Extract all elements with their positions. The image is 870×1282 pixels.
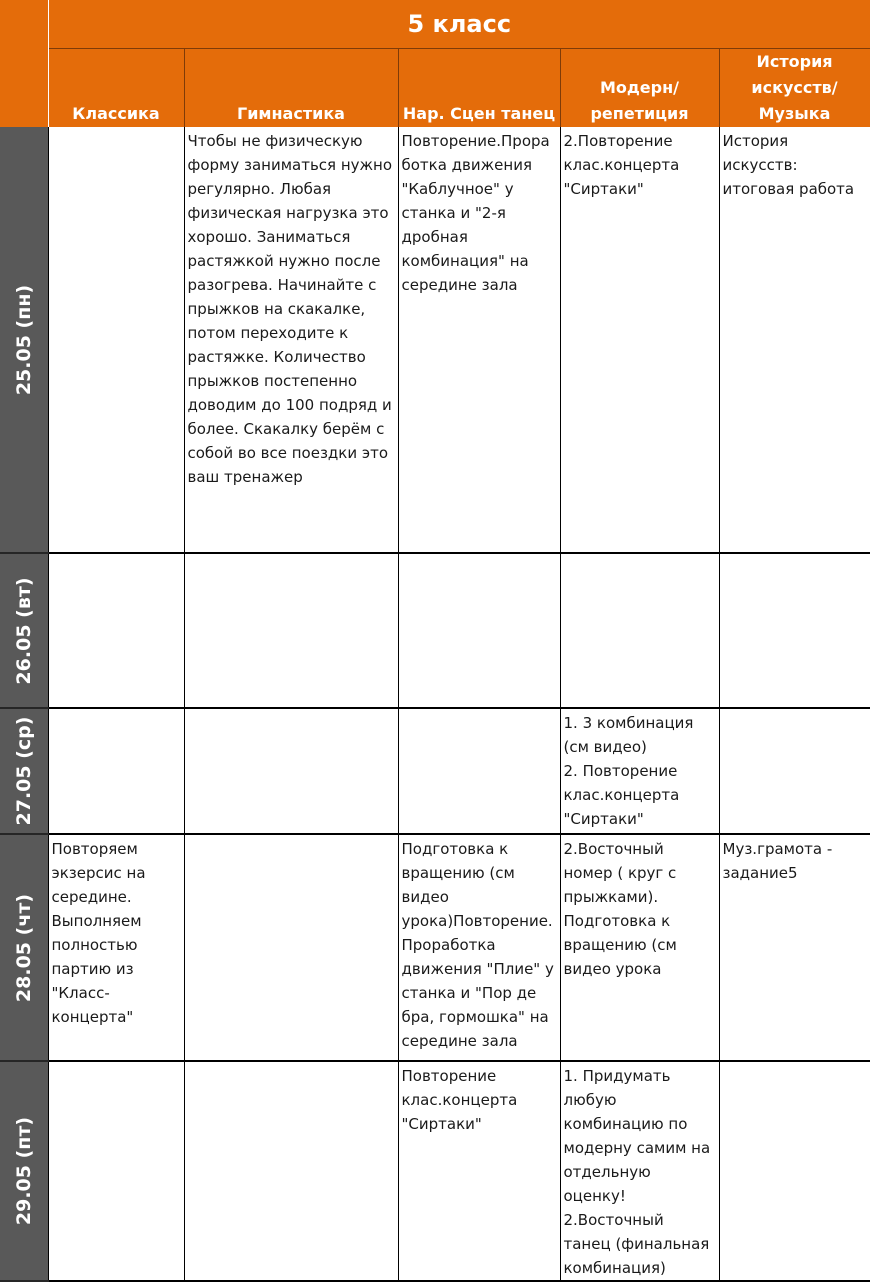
page-title: 5 класс [48,0,870,49]
day-label [0,834,48,1061]
column-header-label: Нар. Сцен танец [402,104,556,123]
table-cell: 1. Придумать любую комбинацию по модерну самим на отдельную оценку! 2.Восточный танец (финальная комбинация) [560,1061,719,1281]
column-header-row [0,49,870,128]
table-cell [48,1061,184,1281]
table-cell: Повторение клас.концерта "Сиртаки" [398,1061,560,1281]
table-cell [398,708,560,834]
table-row [0,834,870,1061]
column-header-folk-dance [398,49,560,128]
table-cell [398,553,560,708]
column-header-modern [560,49,719,128]
day-label [0,708,48,834]
table-row [0,1061,870,1281]
day-label-text: 28.05 (чт) [12,893,35,1002]
column-header-label: Гимнастика [237,104,345,123]
column-header-label: История искусств/ Музыка [751,52,838,123]
table-cell [560,553,719,708]
column-header-art-history [719,49,870,128]
table-cell: 1. 3 комбинация (см видео) 2. Повторение клас.концерта "Сиртаки" [560,708,719,834]
table-cell [48,127,184,553]
table-cell [184,553,398,708]
table-cell: 2.Повторение клас.концерта "Сиртаки" [560,127,719,553]
day-label-text: 27.05 (ср) [12,716,35,826]
table-cell [184,834,398,1061]
table-cell [719,553,870,708]
table-cell [184,708,398,834]
column-header-label: Модерн/репетиция [590,78,689,123]
day-label-text: 25.05 (пн) [12,284,35,395]
table-cell: Чтобы не физическую форму заниматься нужно регулярно. Любая физическая нагрузка это хорошо. Заниматься растяжкой нужно после разогрева. Начинайте с прыжков на скакалке, потом переходите к растяжке. Количество прыжков постепенно доводим до 100 подряд и более. Скакалку берём с собой во все поездки это ваш тренажер [184,127,398,553]
day-label [0,553,48,708]
column-header-classic [48,49,184,128]
table-row [0,553,870,708]
table-row [0,708,870,834]
title-row [0,0,870,49]
day-label-text: 26.05 (вт) [12,576,35,685]
table-cell [719,1061,870,1281]
table-cell: Подготовка к вращению (см видео урока)Повторение. Проработка движения "Плие" у станка и "Пор де бра, гормошка" на середине зала [398,834,560,1061]
table-cell: Муз.грамота - задание5 [719,834,870,1061]
table-cell [719,708,870,834]
day-label-text: 29.05 (пт) [12,1116,35,1226]
table-cell [48,553,184,708]
table-cell: История искусств: итоговая работа [719,127,870,553]
table-cell [184,1061,398,1281]
day-label [0,1061,48,1281]
day-label [0,127,48,553]
column-header-label: Классика [72,104,160,123]
table-cell [48,708,184,834]
table-row [0,127,870,553]
table-cell: Повторение.Проработка движения "Каблучное" у станка и "2-я дробная комбинация" на середине зала [398,127,560,553]
table-cell: Повторяем экзерсис на середине. Выполняем полностью партию из "Класс-концерта" [48,834,184,1061]
column-header-gymnastics [184,49,398,128]
table-cell: 2.Восточный номер ( круг с прыжками). Подготовка к вращению (см видео урока [560,834,719,1061]
header-corner [0,0,48,127]
